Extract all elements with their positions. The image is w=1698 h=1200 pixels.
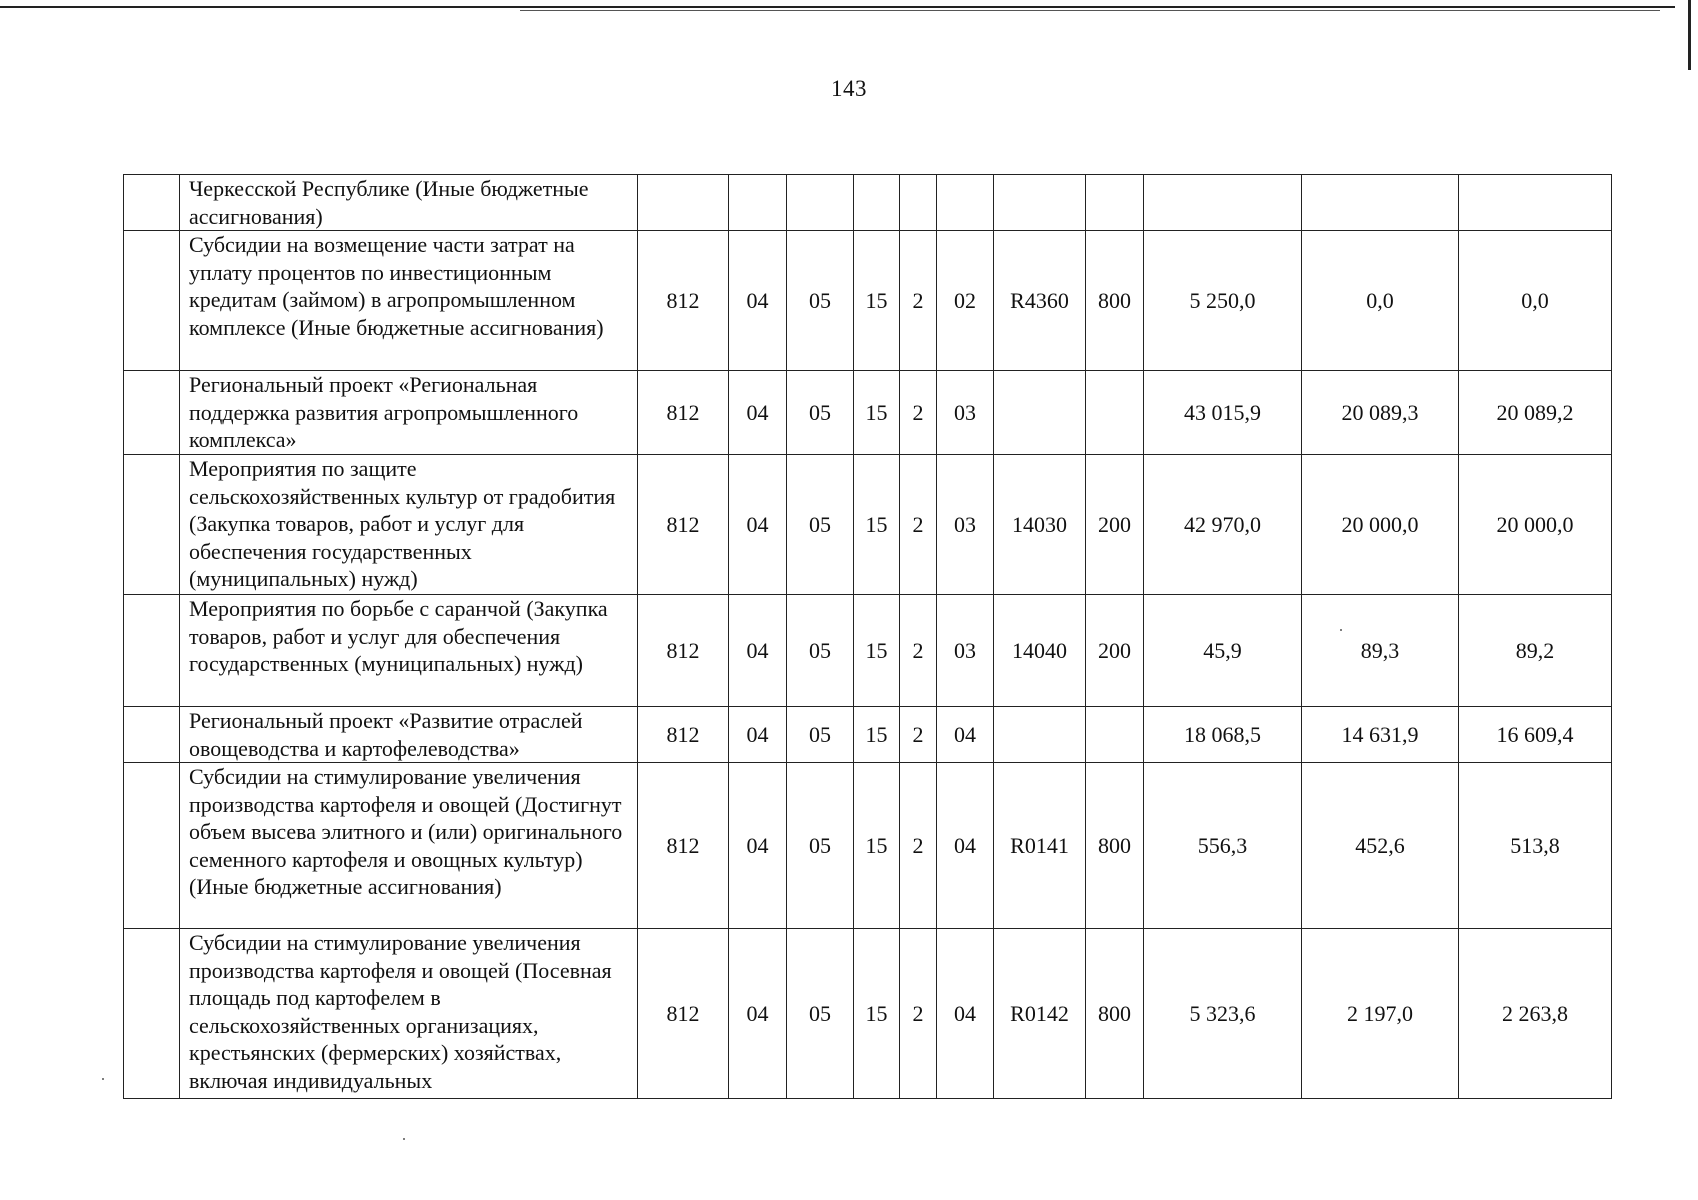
section-code-cell: 04 [729,929,787,1099]
direction-code-cell: R4360 [994,231,1086,371]
subprogram-code-cell: 2 [900,763,937,929]
amount-year-3-cell: 513,8 [1459,763,1612,929]
table-row [124,371,1612,455]
program-code-cell: 15 [854,595,900,707]
amount-year-2-cell: 89,3 [1302,595,1459,707]
amount-year-1-cell: 43 015,9 [1144,371,1302,455]
section-code-cell: 04 [729,455,787,595]
scan-speck [1340,629,1342,631]
table-row [124,455,1612,595]
scan-speck [403,1138,405,1140]
top-border-line [0,6,1675,8]
expense-type-code-cell: 200 [1086,595,1144,707]
amount-year-3-cell: 20 000,0 [1459,455,1612,595]
description-cell: Мероприятия по борьбе с саранчой (Закупка товаров, работ и услуг для обеспечения государственных (муниципальных) нужд) [180,595,638,707]
subsection-code-cell: 05 [787,707,854,763]
row-number-cell [124,175,180,231]
amount-year-3-cell: 20 089,2 [1459,371,1612,455]
page-number: 143 [831,76,867,101]
expense-type-code-cell: 800 [1086,763,1144,929]
ministry-code-cell: 812 [638,231,729,371]
budget-table [123,174,1612,1099]
description-cell: Субсидии на стимулирование увеличения производства картофеля и овощей (Достигнут объем высева элитного и (или) оригинального семенного картофеля и овощных культур) (Иные бюджетные ассигнования) [180,763,638,929]
amount-year-3-cell [1459,175,1612,231]
program-code-cell: 15 [854,929,900,1099]
amount-year-2-cell: 452,6 [1302,763,1459,929]
subsection-code-cell [787,175,854,231]
scan-speck [102,1078,104,1080]
subsection-code-cell: 05 [787,455,854,595]
direction-code-cell [994,175,1086,231]
top-border-thin-line [520,10,1660,11]
program-code-cell: 15 [854,231,900,371]
amount-year-3-cell: 89,2 [1459,595,1612,707]
section-code-cell: 04 [729,707,787,763]
direction-code-cell: R0142 [994,929,1086,1099]
amount-year-1-cell [1144,175,1302,231]
row-number-cell [124,763,180,929]
amount-year-2-cell: 2 197,0 [1302,929,1459,1099]
description-cell: Региональный проект «Развитие отраслей овощеводства и картофелеводства» [180,707,638,763]
row-number-cell [124,231,180,371]
amount-year-1-cell: 42 970,0 [1144,455,1302,595]
section-code-cell: 04 [729,763,787,929]
main-event-code-cell: 04 [937,763,994,929]
subprogram-code-cell: 2 [900,371,937,455]
ministry-code-cell: 812 [638,707,729,763]
amount-year-1-cell: 556,3 [1144,763,1302,929]
amount-year-3-cell: 16 609,4 [1459,707,1612,763]
amount-year-1-cell: 45,9 [1144,595,1302,707]
amount-year-2-cell: 20 000,0 [1302,455,1459,595]
amount-year-2-cell: 0,0 [1302,231,1459,371]
table-row [124,231,1612,371]
expense-type-code-cell [1086,175,1144,231]
subprogram-code-cell: 2 [900,929,937,1099]
program-code-cell: 15 [854,371,900,455]
description-cell: Черкесской Республике (Иные бюджетные ассигнования) [180,175,638,231]
direction-code-cell [994,707,1086,763]
main-event-code-cell: 03 [937,371,994,455]
expense-type-code-cell [1086,707,1144,763]
amount-year-1-cell: 5 323,6 [1144,929,1302,1099]
subsection-code-cell: 05 [787,595,854,707]
amount-year-1-cell: 18 068,5 [1144,707,1302,763]
row-number-cell [124,595,180,707]
subsection-code-cell: 05 [787,763,854,929]
ministry-code-cell: 812 [638,929,729,1099]
right-edge-mark [1688,0,1691,70]
ministry-code-cell: 812 [638,595,729,707]
section-code-cell [729,175,787,231]
main-event-code-cell: 02 [937,231,994,371]
main-event-code-cell: 04 [937,707,994,763]
subprogram-code-cell: 2 [900,595,937,707]
description-cell: Мероприятия по защите сельскохозяйственных культур от градобития (Закупка товаров, работ и услуг для обеспечения государственных (муниципальных) нужд) [180,455,638,595]
amount-year-1-cell: 5 250,0 [1144,231,1302,371]
main-event-code-cell: 03 [937,595,994,707]
section-code-cell: 04 [729,231,787,371]
subprogram-code-cell: 2 [900,455,937,595]
amount-year-2-cell [1302,175,1459,231]
subsection-code-cell: 05 [787,929,854,1099]
subsection-code-cell: 05 [787,371,854,455]
description-cell: Субсидии на возмещение части затрат на уплату процентов по инвестиционным кредитам (займом) в агропромышленном комплексе (Иные бюджетные ассигнования) [180,231,638,371]
ministry-code-cell: 812 [638,371,729,455]
program-code-cell: 15 [854,707,900,763]
expense-type-code-cell: 200 [1086,455,1144,595]
row-number-cell [124,455,180,595]
expense-type-code-cell: 800 [1086,929,1144,1099]
subsection-code-cell: 05 [787,231,854,371]
ministry-code-cell: 812 [638,763,729,929]
description-cell: Субсидии на стимулирование увеличения производства картофеля и овощей (Посевная площадь под картофелем в сельскохозяйственных организациях, крестьянских (фермерских) хозяйствах, включая индивидуальных [180,929,638,1099]
table-row [124,595,1612,707]
expense-type-code-cell [1086,371,1144,455]
direction-code-cell: 14030 [994,455,1086,595]
ministry-code-cell: 812 [638,455,729,595]
table-body [124,175,1612,1099]
section-code-cell: 04 [729,371,787,455]
subprogram-code-cell: 2 [900,707,937,763]
direction-code-cell: 14040 [994,595,1086,707]
row-number-cell [124,371,180,455]
table-row [124,929,1612,1099]
table-row [124,707,1612,763]
row-number-cell [124,929,180,1099]
main-event-code-cell [937,175,994,231]
table-row [124,763,1612,929]
direction-code-cell: R0141 [994,763,1086,929]
subprogram-code-cell: 2 [900,231,937,371]
amount-year-3-cell: 0,0 [1459,231,1612,371]
expense-type-code-cell: 800 [1086,231,1144,371]
amount-year-3-cell: 2 263,8 [1459,929,1612,1099]
amount-year-2-cell: 20 089,3 [1302,371,1459,455]
description-cell: Региональный проект «Региональная поддержка развития агропромышленного комплекса» [180,371,638,455]
ministry-code-cell [638,175,729,231]
amount-year-2-cell: 14 631,9 [1302,707,1459,763]
direction-code-cell [994,371,1086,455]
main-event-code-cell: 04 [937,929,994,1099]
main-event-code-cell: 03 [937,455,994,595]
section-code-cell: 04 [729,595,787,707]
program-code-cell: 15 [854,763,900,929]
program-code-cell: 15 [854,455,900,595]
program-code-cell [854,175,900,231]
table-row [124,175,1612,231]
subprogram-code-cell [900,175,937,231]
row-number-cell [124,707,180,763]
